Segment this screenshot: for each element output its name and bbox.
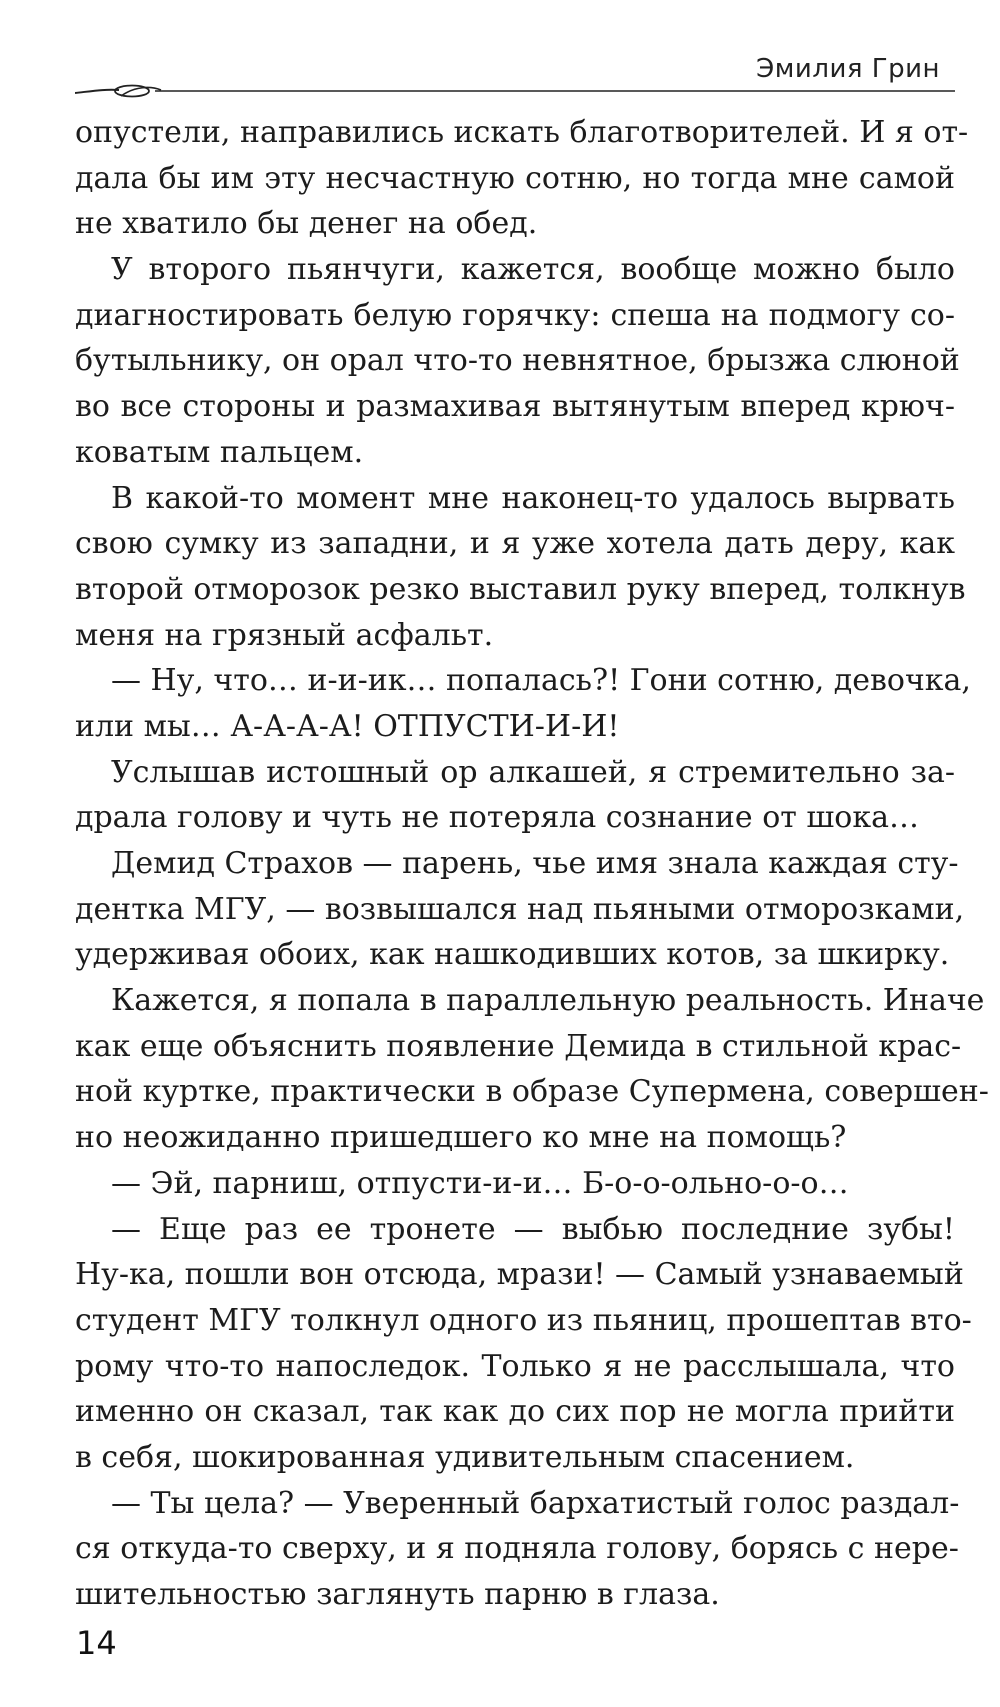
text-line: свою сумку из западни, и я уже хотела дать деру, как — [75, 526, 955, 562]
text-line: Кажется, я попала в параллельную реальность. Иначе — [111, 983, 985, 1019]
text-line: драла голову и чуть не потеряла сознание от шока… — [75, 800, 919, 836]
text-line: опустели, направились искать благотворителей. И я от- — [75, 115, 969, 150]
text-line: дентка МГУ, — возвышался над пьяными отморозками, — [75, 891, 965, 927]
text-line: Демид Страхов — парень, чье имя знала каждая сту- — [111, 846, 959, 881]
text-line: рому что-то напоследок. Только я не расслышала, что — [75, 1348, 955, 1384]
text-line: но неожиданно пришедшего ко мне на помощь? — [75, 1120, 847, 1156]
text-line: студент МГУ толкнул одного из пьяниц, прошептав вто- — [75, 1302, 972, 1338]
text-line: в себя, шокированная удивительным спасением. — [75, 1439, 855, 1475]
page-number: 14 — [76, 1624, 117, 1662]
text-line: — Ну, что… и-и-ик… попалась?! Гони сотню, девочка, — [111, 663, 971, 699]
text-line: дала бы им эту несчастную сотню, но тогда мне самой — [75, 160, 955, 196]
text-line: шительностью заглянуть парню в глаза. — [75, 1577, 720, 1612]
text-line: или мы… А-А-А-А! ОТПУСТИ-И-И! — [75, 708, 620, 744]
text-line: меня на грязный асфальт. — [75, 617, 494, 653]
text-line: — Эй, парниш, отпусти-и-и… Б-о-о-ольно-о-о… — [111, 1165, 849, 1201]
text-line: бутыльнику, он орал что-то невнятное, брызжа слюной — [75, 343, 960, 379]
text-line: У второго пьянчуги, кажется, вообще можно было — [111, 252, 955, 288]
text-line: Ну-ка, пошли вон отсюда, мрази! — Самый узнаваемый — [75, 1257, 964, 1293]
text-line: коватым пальцем. — [75, 434, 364, 470]
text-line: как еще объяснить появление Демида в стильной крас- — [75, 1028, 962, 1064]
body-text — [75, 110, 989, 1618]
text-line: именно он сказал, так как до сих пор не могла прийти — [75, 1394, 955, 1430]
text-line: В какой-то момент мне наконец-то удалось вырвать — [111, 480, 955, 516]
running-header-author: Эмилия Грин — [756, 54, 940, 84]
text-line: во все стороны и размахивая вытянутым вперед крюч- — [75, 389, 955, 425]
text-line: удерживая обоих, как нашкодивших котов, за шкирку. — [75, 937, 950, 973]
text-line: ся откуда-то сверху, и я подняла голову, борясь с нере- — [75, 1531, 959, 1567]
text-line: диагностировать белую горячку: спеша на подмогу со- — [75, 297, 955, 333]
header-flourish-rule — [75, 84, 955, 98]
text-line: второй отморозок резко выставил руку вперед, толкнув — [75, 571, 966, 607]
text-line: — Еще раз ее тронете — выбью последние зубы! — [111, 1211, 955, 1247]
text-line: не хватило бы денег на обед. — [75, 206, 538, 242]
text-line: — Ты цела? — Уверенный бархатистый голос раздал- — [111, 1485, 960, 1521]
text-line: ной куртке, практически в образе Супермена, совершен- — [75, 1074, 989, 1110]
text-line: Услышав истошный ор алкашей, я стремительно за- — [111, 754, 955, 790]
